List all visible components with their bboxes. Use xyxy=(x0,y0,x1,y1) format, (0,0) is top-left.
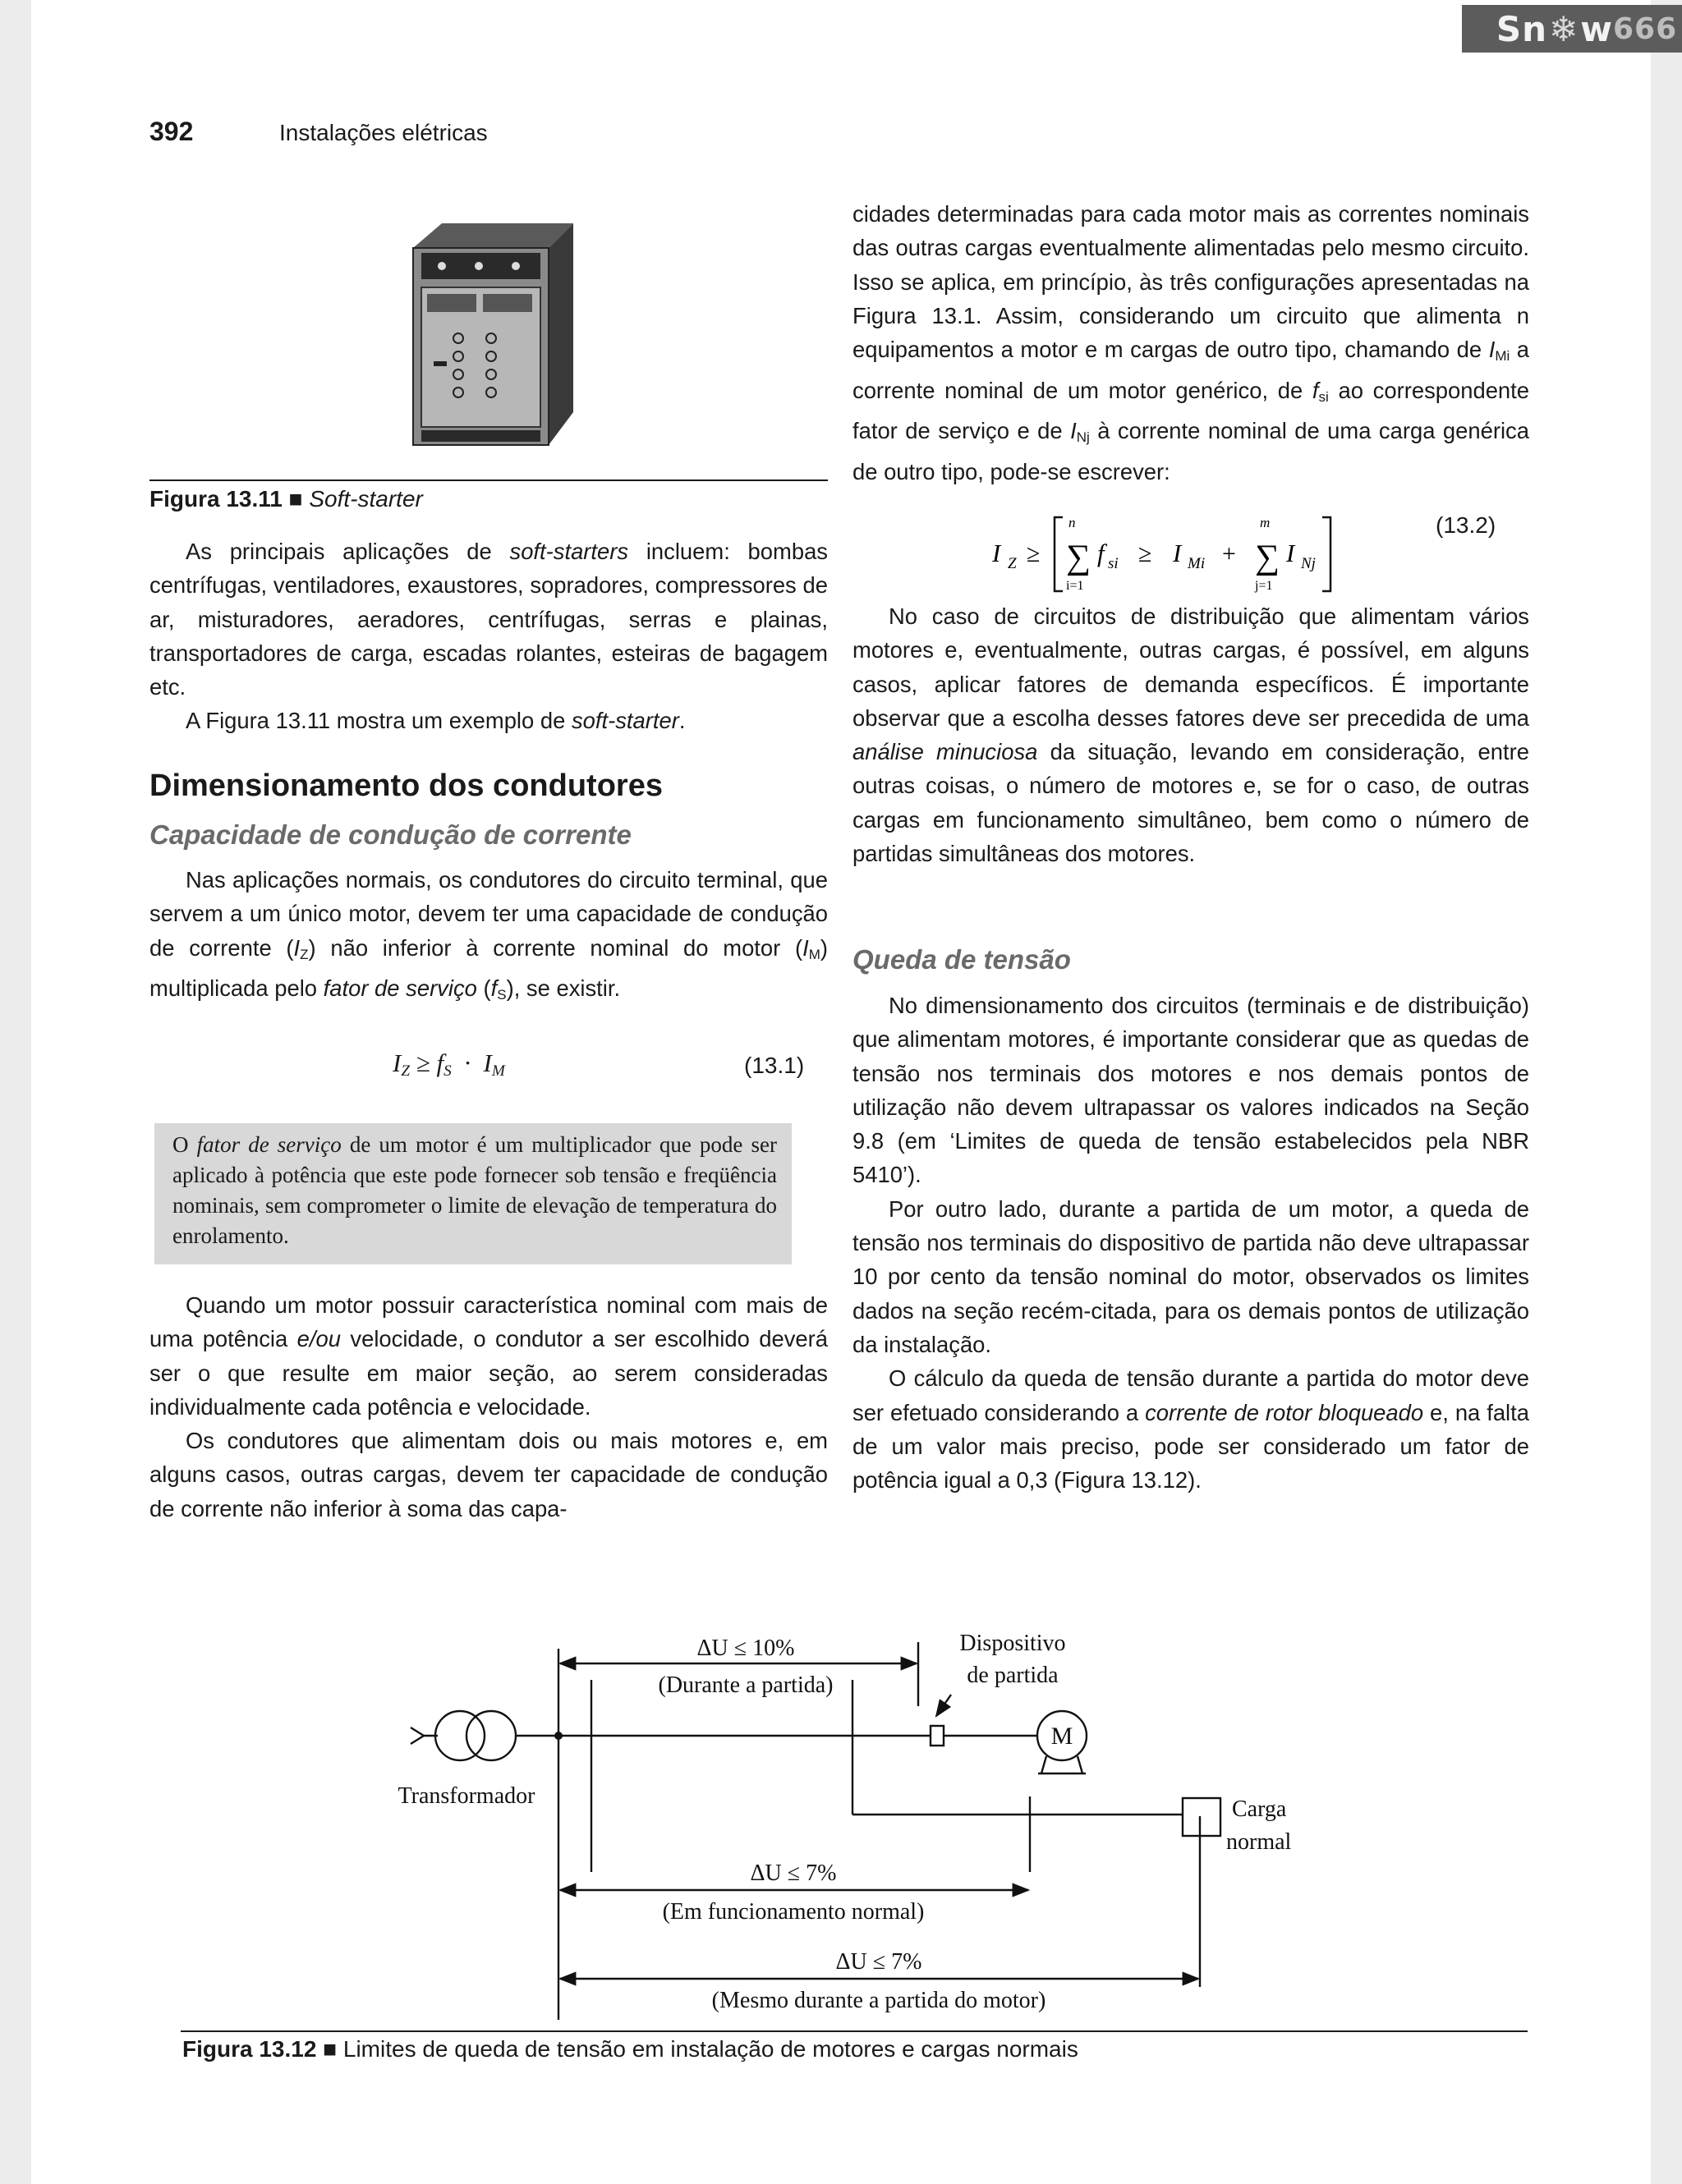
du-10-label: ΔU ≤ 10% xyxy=(696,1636,795,1661)
eq2-inj-sub: Nj xyxy=(1301,555,1316,572)
eq2-ge: ≥ xyxy=(1027,540,1041,567)
eq2-i-sub: Mi xyxy=(1188,555,1206,572)
normal-load-box xyxy=(1183,1798,1220,1836)
eq2-plus: + xyxy=(1222,540,1236,567)
running-head: Instalações elétricas xyxy=(279,120,488,145)
starting-device-box xyxy=(931,1726,944,1746)
transformer-coil-1 xyxy=(435,1711,485,1760)
eq2-i: I xyxy=(1173,539,1182,567)
eq2-f: f xyxy=(1097,539,1105,567)
device-label-line-1: Dispositivo xyxy=(959,1631,1066,1656)
subsection-heading-voltage-drop: Queda de tensão xyxy=(852,944,1071,975)
eq2-j1: j=1 xyxy=(1255,579,1273,593)
note-box-service-factor: O fator de serviço de um motor é um multiplicador que pode ser aplicado à potência que este pode fornecer sob tensão e freqüência nominais, sem comprometer o limite de elevação de temperatura do enrolamento. xyxy=(154,1123,792,1264)
paragraph-figure-ref: A Figura 13.11 mostra um exemplo de soft-starter. xyxy=(186,708,686,734)
equation-13-1: $I_Z \ge f_S \cdot I_M$ xyxy=(393,1048,505,1080)
eq2-sum-1: ∑ xyxy=(1066,539,1091,576)
paragraph-multiple-motors: Os condutores que alimentam dois ou mais motores e, em alguns casos, outras cargas, devem ter capacidade de condução de corrente não inferior à soma das capa- xyxy=(149,1428,828,1521)
document-page xyxy=(31,0,1678,2184)
caption-bullet-icon: ■ xyxy=(323,2036,338,2062)
equation-13-2 xyxy=(984,511,1411,596)
load-label-line-1: Carga xyxy=(1232,1796,1287,1822)
paragraph-demand-factors: No caso de circuitos de distribuição que alimentam vários motores e, eventualmente, outras cargas, é possível, em alguns casos, aplicar fatores de demanda específicos. É importante observar que a escolha desses fatores deve ser precedida de uma análise minuciosa da situação, levando em consideração, entre outras coisas, o número de motores e, se for o caso, de outras cargas em funcionamento simultâneo, bem como o número de partidas simultâneas dos motores. xyxy=(852,603,1529,867)
figure-13-11-rule xyxy=(149,479,828,481)
eq2-lhs: I xyxy=(992,539,1001,567)
watermark-text-2: w xyxy=(1580,8,1613,49)
page-number: 392 xyxy=(149,117,194,146)
paragraph-current-capacity: Nas aplicações normais, os condutores do circuito terminal, que servem a um único motor, devem ter uma capacidade de condução de corrente $(I_Z)$ não inferior à corrente nominal do motor $(I_M)$ multiplicada pelo fator de serviço $(f_S)$, se existir. xyxy=(149,867,828,1003)
left-column-current xyxy=(149,863,828,1012)
figure-13-12-rule xyxy=(181,2030,1528,2032)
caption-bullet-icon: ■ xyxy=(288,486,303,512)
eq2-lhs-sub: Z xyxy=(1008,555,1017,572)
right-column-demand xyxy=(852,599,1529,870)
watermark-text-1: Sn xyxy=(1496,8,1547,49)
eq2-ge-2: ≥ xyxy=(1138,540,1152,567)
du-7-sublabel: (Em funcionamento normal) xyxy=(662,1899,925,1925)
paragraph-starting-drop: Por outro lado, durante a partida de um motor, a queda de tensão nos terminais do dispositivo de partida não deve ultrapassar 10 por cento da tensão nominal do motor, observados os limites dados na seção recém-citada, para os demais pontos de utilização da instalação. xyxy=(852,1195,1529,1357)
watermark-logo xyxy=(1462,5,1682,53)
paragraph-locked-rotor: O cálculo da queda de tensão durante a partida do motor deve ser efetuado considerando a corrente de rotor bloqueado e, na falta de um valor mais preciso, pode ser considerado um fator de potência igual a 0,3 (Figura 13.12). xyxy=(852,1365,1529,1493)
eq2-i1: i=1 xyxy=(1066,579,1084,593)
watermark-number: 666 xyxy=(1613,11,1678,46)
left-column-intro xyxy=(149,535,828,738)
paragraph-continuation: cidades determinadas para cada motor mais as correntes nominais das outras cargas eventualmente alimentadas pelo mesmo circuito. Isso se aplica, em princípio, às três configurações apresentadas na Figura 13.1. Assim, considerando um circuito que alimenta n equipamentos a motor e m cargas de outro tipo, chamando de $I_{Mi}$ a corrente nominal de um motor genérico, de $f_{si}$ ao correspondente fator de serviço e de $I_{Nj}$ à corrente nominal de uma carga genérica de outro tipo, pode-se escrever: xyxy=(852,201,1530,484)
equation-13-2-number: (13.2) xyxy=(1436,512,1496,538)
figure-13-12-label: Figura 13.12 xyxy=(182,2036,317,2062)
transformer-label: Transformador xyxy=(398,1783,535,1809)
device-label-line-2: de partida xyxy=(967,1663,1059,1688)
eq2-sum-2: ∑ xyxy=(1255,539,1280,576)
figure-13-12-caption xyxy=(182,2036,1078,2062)
equation-13-1-number: (13.1) xyxy=(744,1053,805,1078)
right-column-voltage xyxy=(852,989,1529,1497)
left-column-multi xyxy=(149,1288,828,1526)
transformer-coil-2 xyxy=(466,1711,516,1760)
paragraph-voltage-limits: No dimensionamento dos circuitos (terminais e de distribuição) que alimentam motores, é importante considerar que as quedas de tensão nos terminais dos motores e nos demais pontos de utilização não devem ultrapassar os valores indicados na Seção 9.8 (em ‘Limites de queda de tensão estabelecidos pela NBR 5410’). xyxy=(852,993,1529,1188)
du-7-start-sublabel: (Mesmo durante a partida do motor) xyxy=(711,1988,1046,2013)
figure-13-12-caption-text: Limites de queda de tensão em instalação de motores e cargas normais xyxy=(342,2036,1078,2062)
section-heading: Dimensionamento dos condutores xyxy=(149,769,663,803)
figure-13-11-caption-text: Soft-starter xyxy=(309,486,423,512)
soft-starter-illustration xyxy=(376,215,598,461)
du-7-start-label: ΔU ≤ 7% xyxy=(835,1949,922,1975)
motor-label: M xyxy=(1050,1723,1073,1750)
figure-13-11-label: Figura 13.11 xyxy=(149,486,283,512)
paragraph-multi-speed: Quando um motor possuir característica nominal com mais de uma potência e/ou velocidade, o condutor a ser escolhido deverá ser o que resulte em maior seção, ao serem consideradas individualmente cada potência e velocidade. xyxy=(149,1292,829,1420)
load-label-line-2: normal xyxy=(1226,1829,1292,1855)
figure-13-12-diagram xyxy=(343,1601,1403,2028)
du-10-sublabel: (Durante a partida) xyxy=(658,1672,834,1698)
du-7-label: ΔU ≤ 7% xyxy=(750,1861,837,1886)
eq2-m: m xyxy=(1260,515,1271,530)
paragraph-applications: As principais aplicações de soft-starters incluem: bombas centrífugas, ventiladores, exaustores, sopradores, compressores de ar, misturadores, aeradores, centrífugas, serras e plainas, transportadores de carga, escadas rolantes, esteiras de bagagem etc. xyxy=(149,539,828,700)
subsection-heading-current: Capacidade de condução de corrente xyxy=(149,819,632,850)
snowflake-icon: ❄ xyxy=(1548,8,1579,49)
eq2-inj: I xyxy=(1286,539,1295,567)
eq2-n: n xyxy=(1068,515,1076,530)
eq2-f-sub: si xyxy=(1108,555,1119,572)
right-column-top xyxy=(852,197,1529,489)
figure-13-11-caption xyxy=(149,486,423,512)
